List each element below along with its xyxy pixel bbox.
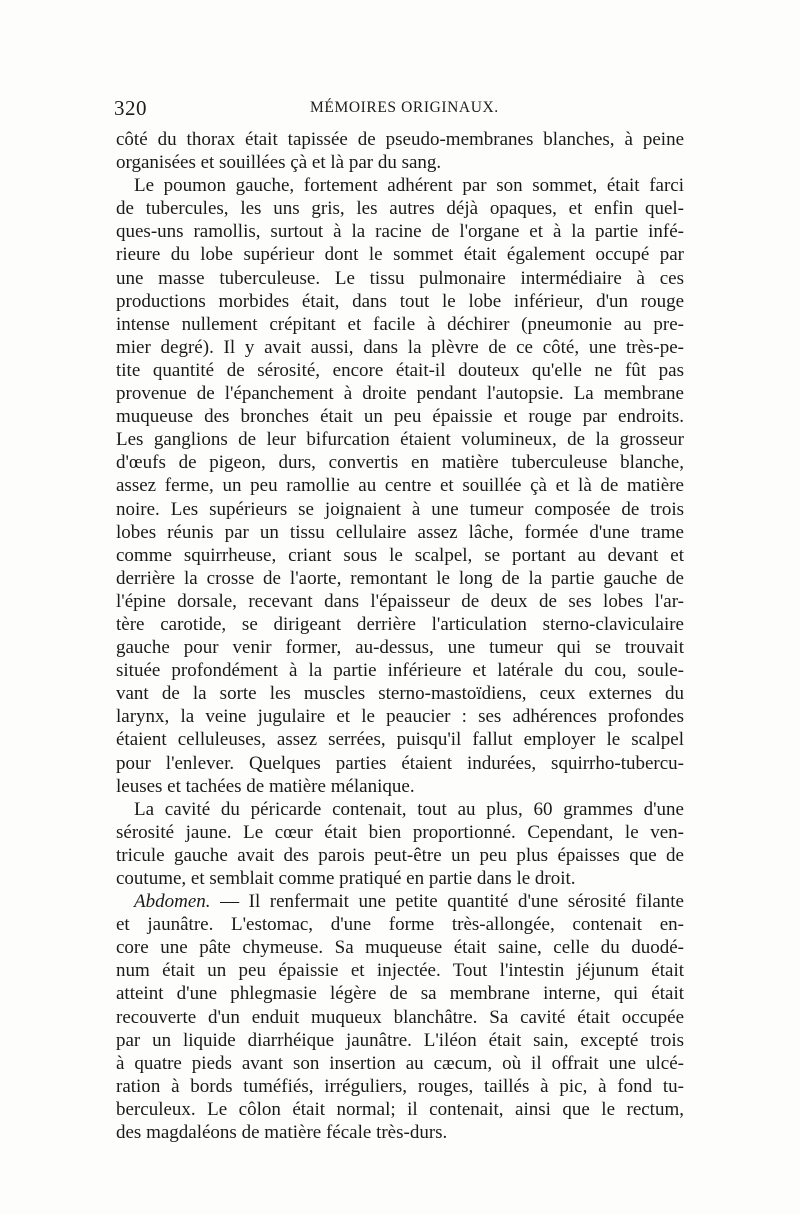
text-line: provenue de l'épanchement à droite pendant l'autopsie. La membrane: [116, 383, 684, 405]
section-heading-abdomen: Abdomen.: [134, 891, 211, 913]
text-line: d'œufs de pigeon, durs, convertis en matière tuberculeuse blanche,: [116, 452, 684, 474]
text-line: Les ganglions de leur bifurcation étaient volumineux, de la grosseur: [116, 429, 684, 451]
text-line: par un liquide diarrhéique jaunâtre. L'iléon était sain, excepté trois: [116, 1029, 684, 1051]
text-line: Abdomen. — Il renfermait une petite quantité d'une sérosité filante: [134, 891, 684, 913]
text-line: des magdaléons de matière fécale très-durs.: [116, 1122, 448, 1144]
text-line: lobes réunis par un tissu cellulaire assez lâche, formée d'une trame: [116, 521, 684, 543]
text-line: mier degré). Il y avait aussi, dans la plèvre de ce côté, une très-pe-: [116, 336, 684, 358]
text-line: atteint d'une phlegmasie légère de sa membrane interne, qui était: [116, 983, 684, 1005]
text-line: ration à bords tuméfiés, irréguliers, rouges, taillés à pic, à fond tu-: [116, 1075, 684, 1097]
text-line: située profondément à la partie inférieure et latérale du cou, soule-: [116, 660, 684, 682]
text-line: vant de la sorte les muscles sterno-mastoïdiens, ceux externes du: [116, 683, 684, 705]
text-line: intense nullement crépitant et facile à déchirer (pneumonie au pre-: [116, 313, 684, 335]
page-header: [114, 96, 686, 122]
text-line: La cavité du péricarde contenait, tout au plus, 60 grammes d'une: [134, 798, 684, 820]
text-line: leuses et tachées de matière mélanique.: [116, 775, 415, 797]
text-line: sérosité jaune. Le cœur était bien proportionné. Cependant, le ven-: [116, 821, 684, 843]
text-line: étaient celluleuses, assez serrées, puisqu'il fallut employer le scalpel: [116, 729, 684, 751]
text-line: à quatre pieds avant son insertion au cæcum, où il offrait une ulcé-: [116, 1052, 684, 1074]
text-line: coutume, et semblait comme pratiqué en partie dans le droit.: [116, 868, 576, 889]
text-line: pour l'enlever. Quelques parties étaient indurées, squirrho-tubercu-: [116, 752, 684, 774]
text-line: rieure du lobe supérieur dont le sommet était également occupé par: [116, 244, 684, 266]
text-line: num était un peu épaissie et injectée. Tout l'intestin jéjunum était: [116, 960, 684, 982]
text-line: organisées et souillées çà et là par du sang.: [116, 152, 442, 174]
text-line: l'épine dorsale, recevant dans l'épaisseur de deux de ses lobes l'ar-: [116, 590, 684, 612]
text-line: tère carotide, se dirigeant derrière l'articulation sterno-claviculaire: [116, 613, 684, 635]
text-line: noire. Les supérieurs se joignaient à une tumeur composée de trois: [116, 498, 684, 520]
text-line: Le poumon gauche, fortement adhérent par son sommet, était farci: [134, 175, 684, 197]
text-line: muqueuse des bronches était un peu épaissie et rouge par endroits.: [116, 406, 684, 428]
running-title: MÉMOIRES ORIGINAUX.: [310, 99, 499, 116]
text-line: productions morbides était, dans tout le lobe inférieur, d'un rouge: [116, 290, 684, 312]
text-line: comme squirrheuse, criant sous le scalpel, se portant au devant et: [116, 544, 684, 566]
text-line: de tubercules, les uns gris, les autres déjà opaques, et enfin quel-: [116, 198, 684, 220]
text-line: recouverte d'un enduit muqueux blanchâtre. Sa cavité était occupée: [116, 1006, 684, 1028]
text-line: core une pâte chymeuse. Sa muqueuse était saine, celle du duodé-: [116, 937, 684, 959]
text-line: et jaunâtre. L'estomac, d'une forme très-allongée, contenait en-: [116, 914, 684, 936]
text-line: tricule gauche avait des parois peut-être un peu plus épaisses que de: [116, 844, 684, 866]
text-line: assez ferme, un peu ramollie au centre et souillée çà et là de matière: [116, 475, 684, 497]
text-line: une masse tuberculeuse. Le tissu pulmonaire intermédiaire à ces: [116, 267, 684, 289]
text-line: larynx, la veine jugulaire et le peaucier : ses adhérences profondes: [116, 706, 684, 728]
body-text: [116, 128, 684, 1144]
text-line: tite quantité de sérosité, encore était-il douteux qu'elle ne fût pas: [116, 359, 684, 381]
text-line: derrière la crosse de l'aorte, remontant le long de la partie gauche de: [116, 567, 684, 589]
text-line: berculeux. Le côlon était normal; il contenait, ainsi que le rectum,: [116, 1098, 684, 1120]
text-line: côté du thorax était tapissée de pseudo-membranes blanches, à peine: [116, 129, 684, 150]
text-line: ques-uns ramollis, surtout à la racine de l'organe et à la partie infé-: [116, 221, 684, 243]
page-number: 320: [114, 96, 147, 120]
text-line: gauche pour venir former, au-dessus, une tumeur qui se trouvait: [116, 637, 684, 659]
